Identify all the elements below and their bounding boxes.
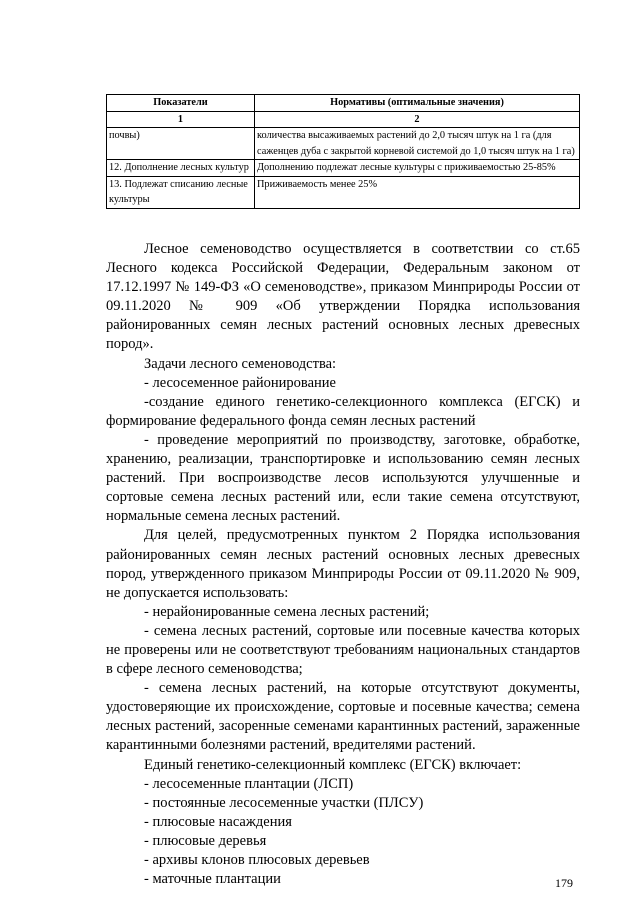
- paragraph: Задачи лесного семеноводства:: [144, 355, 337, 372]
- list-item: - нерайонированные семена лесных растений;: [144, 603, 430, 620]
- paragraph: Лесное семеноводство осуществляется в соответствии со ст.65 Лесного кодекса Российской Федерации, Федеральным законом от 17.12.1997 № 149-ФЗ «О семеноводстве», приказом Минприроды России от 09.11.2020 № 909 «Об утверждении Порядка использования районированных семян лесных растений основных лесных древесных пород».: [106, 241, 580, 353]
- list-item: - лесосеменные плантации (ЛСП): [144, 775, 354, 792]
- column-number-cell: 2: [255, 111, 580, 128]
- table-number-row: [107, 111, 580, 128]
- table-row: [107, 176, 580, 208]
- list-item: - плюсовые насаждения: [144, 813, 292, 830]
- list-item: - постоянные лесосеменные участки (ПЛСУ): [144, 794, 424, 811]
- list-item: - семена лесных растений, на которые отсутствуют документы, удостоверяющие их происхождение, сортовые и посевные качества; семена лесных растений, засоренные семенами карантинных растений, зараженные карантинными болезнями растений, вредителями растений.: [106, 680, 580, 754]
- table-cell: Дополнению подлежат лесные культуры с приживаемостью 25-85%: [255, 160, 580, 177]
- table-header-cell: Показатели: [107, 95, 255, 112]
- list-item: - лесосеменное районирование: [144, 374, 336, 391]
- list-item: - маточные плантации: [144, 871, 281, 888]
- list-item: - семена лесных растений, сортовые или посевные качества которых не проверены или не соответствуют требованиям национальных стандартов в сфере лесного семеноводства;: [106, 622, 580, 678]
- list-item: - плюсовые деревья: [144, 832, 267, 849]
- list-item: - проведение мероприятий по производству, заготовке, обработке, хранению, реализации, транспортировке и использованию семян лесных растений. При воспроизводстве лесов используются улучшенные и сортовые семена лесных растений или, если такие семена отсутствуют, нормальные семена лесных растений.: [106, 431, 580, 525]
- table-cell: количества высаживаемых растений до 2,0 тысяч штук на 1 га (для саженцев дуба с закрытой корневой системой до 1,0 тысяч штук на 1 га): [255, 128, 580, 160]
- table-header-cell: Нормативы (оптимальные значения): [255, 95, 580, 112]
- norms-table: [106, 94, 580, 209]
- list-item: - архивы клонов плюсовых деревьев: [144, 852, 370, 868]
- table-cell: 12. Дополнение лесных культур: [107, 160, 255, 177]
- table-header-row: [107, 95, 580, 112]
- table-cell: 13. Подлежат списанию лесные культуры: [107, 176, 255, 208]
- column-number-cell: 1: [107, 111, 255, 128]
- paragraph: Для целей, предусмотренных пунктом 2 Порядка использования районированных семян лесных растений основных лесных древесных пород, утвержденного приказом Минприроды России от 09.11.2020 № 909, не допускается использовать:: [106, 527, 580, 601]
- paragraph: Единый генетико-селекционный комплекс (ЕГСК) включает:: [144, 756, 522, 773]
- list-item: -создание единого генетико-селекционного комплекса (ЕГСК) и формирование федерального фонда семян лесных растений: [106, 393, 580, 429]
- table-row: [107, 160, 580, 177]
- table-cell: Приживаемость менее 25%: [255, 176, 580, 208]
- table-row: [107, 128, 580, 160]
- page-number: 179: [555, 876, 573, 890]
- table-cell: почвы): [107, 128, 255, 160]
- body-text: [106, 240, 580, 889]
